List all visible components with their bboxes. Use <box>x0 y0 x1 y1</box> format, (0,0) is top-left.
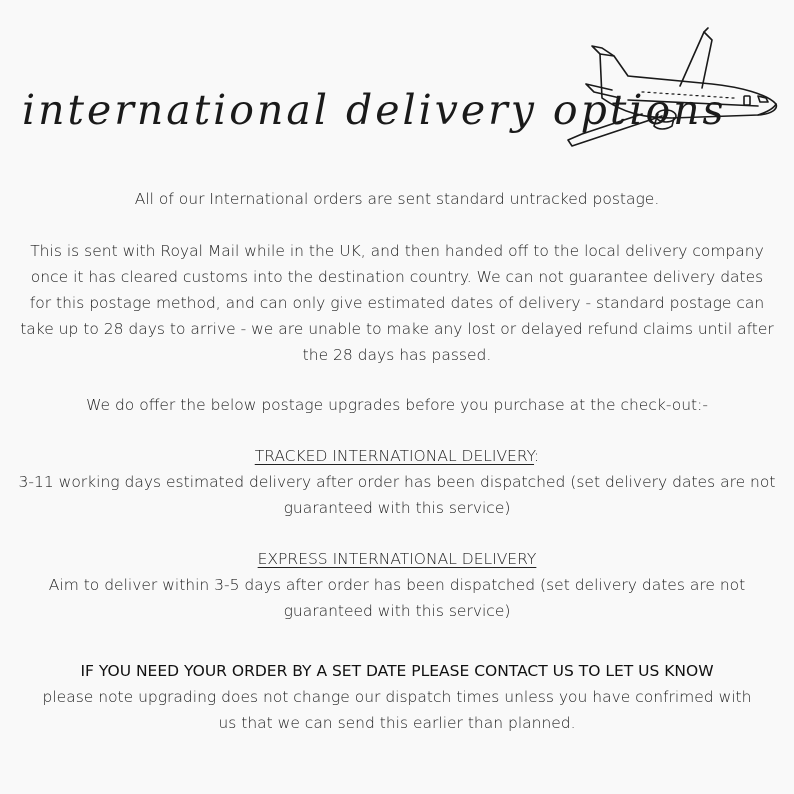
express-delivery-heading <box>0 546 794 572</box>
dispatch-note: please note upgrading does not change our dispatch times unless you have confrimed with us that we can send this earlier than planned. <box>42 688 752 732</box>
delivery-details-text: This is sent with Royal Mail while in the UK, and then handed off to the local delivery company once it has cleared customs into the destination country. We can not guarantee delivery dates for this postage method, and can only give estimated dates of delivery - standard postage can take up to 28 days to arrive - we are unable to make any lost or delayed refund claims until after the 28 days has passed. <box>20 242 774 364</box>
page-title: international delivery options <box>22 86 727 134</box>
contact-heading: IF YOU NEED YOUR ORDER BY A SET DATE PLEASE CONTACT US TO LET US KNOW <box>80 662 714 680</box>
upgrades-intro-text: We do offer the below postage upgrades before you purchase at the check-out:- <box>86 396 708 414</box>
intro-text: All of our International orders are sent standard untracked postage. <box>134 190 660 208</box>
airplane-icon <box>562 26 782 150</box>
tracked-delivery-title: TRACKED INTERNATIONAL DELIVERY <box>254 447 535 465</box>
tracked-delivery-colon: : <box>534 447 540 465</box>
tracked-delivery-description: 3-11 working days estimated delivery after order has been dispatched (set delivery dates are not guaranteed with this service) <box>18 473 776 517</box>
tracked-delivery-heading <box>0 443 794 469</box>
express-delivery-title: EXPRESS INTERNATIONAL DELIVERY <box>257 550 537 568</box>
express-delivery-description: Aim to deliver within 3-5 days after order has been dispatched (set delivery dates are not guaranteed with this service) <box>48 576 746 620</box>
